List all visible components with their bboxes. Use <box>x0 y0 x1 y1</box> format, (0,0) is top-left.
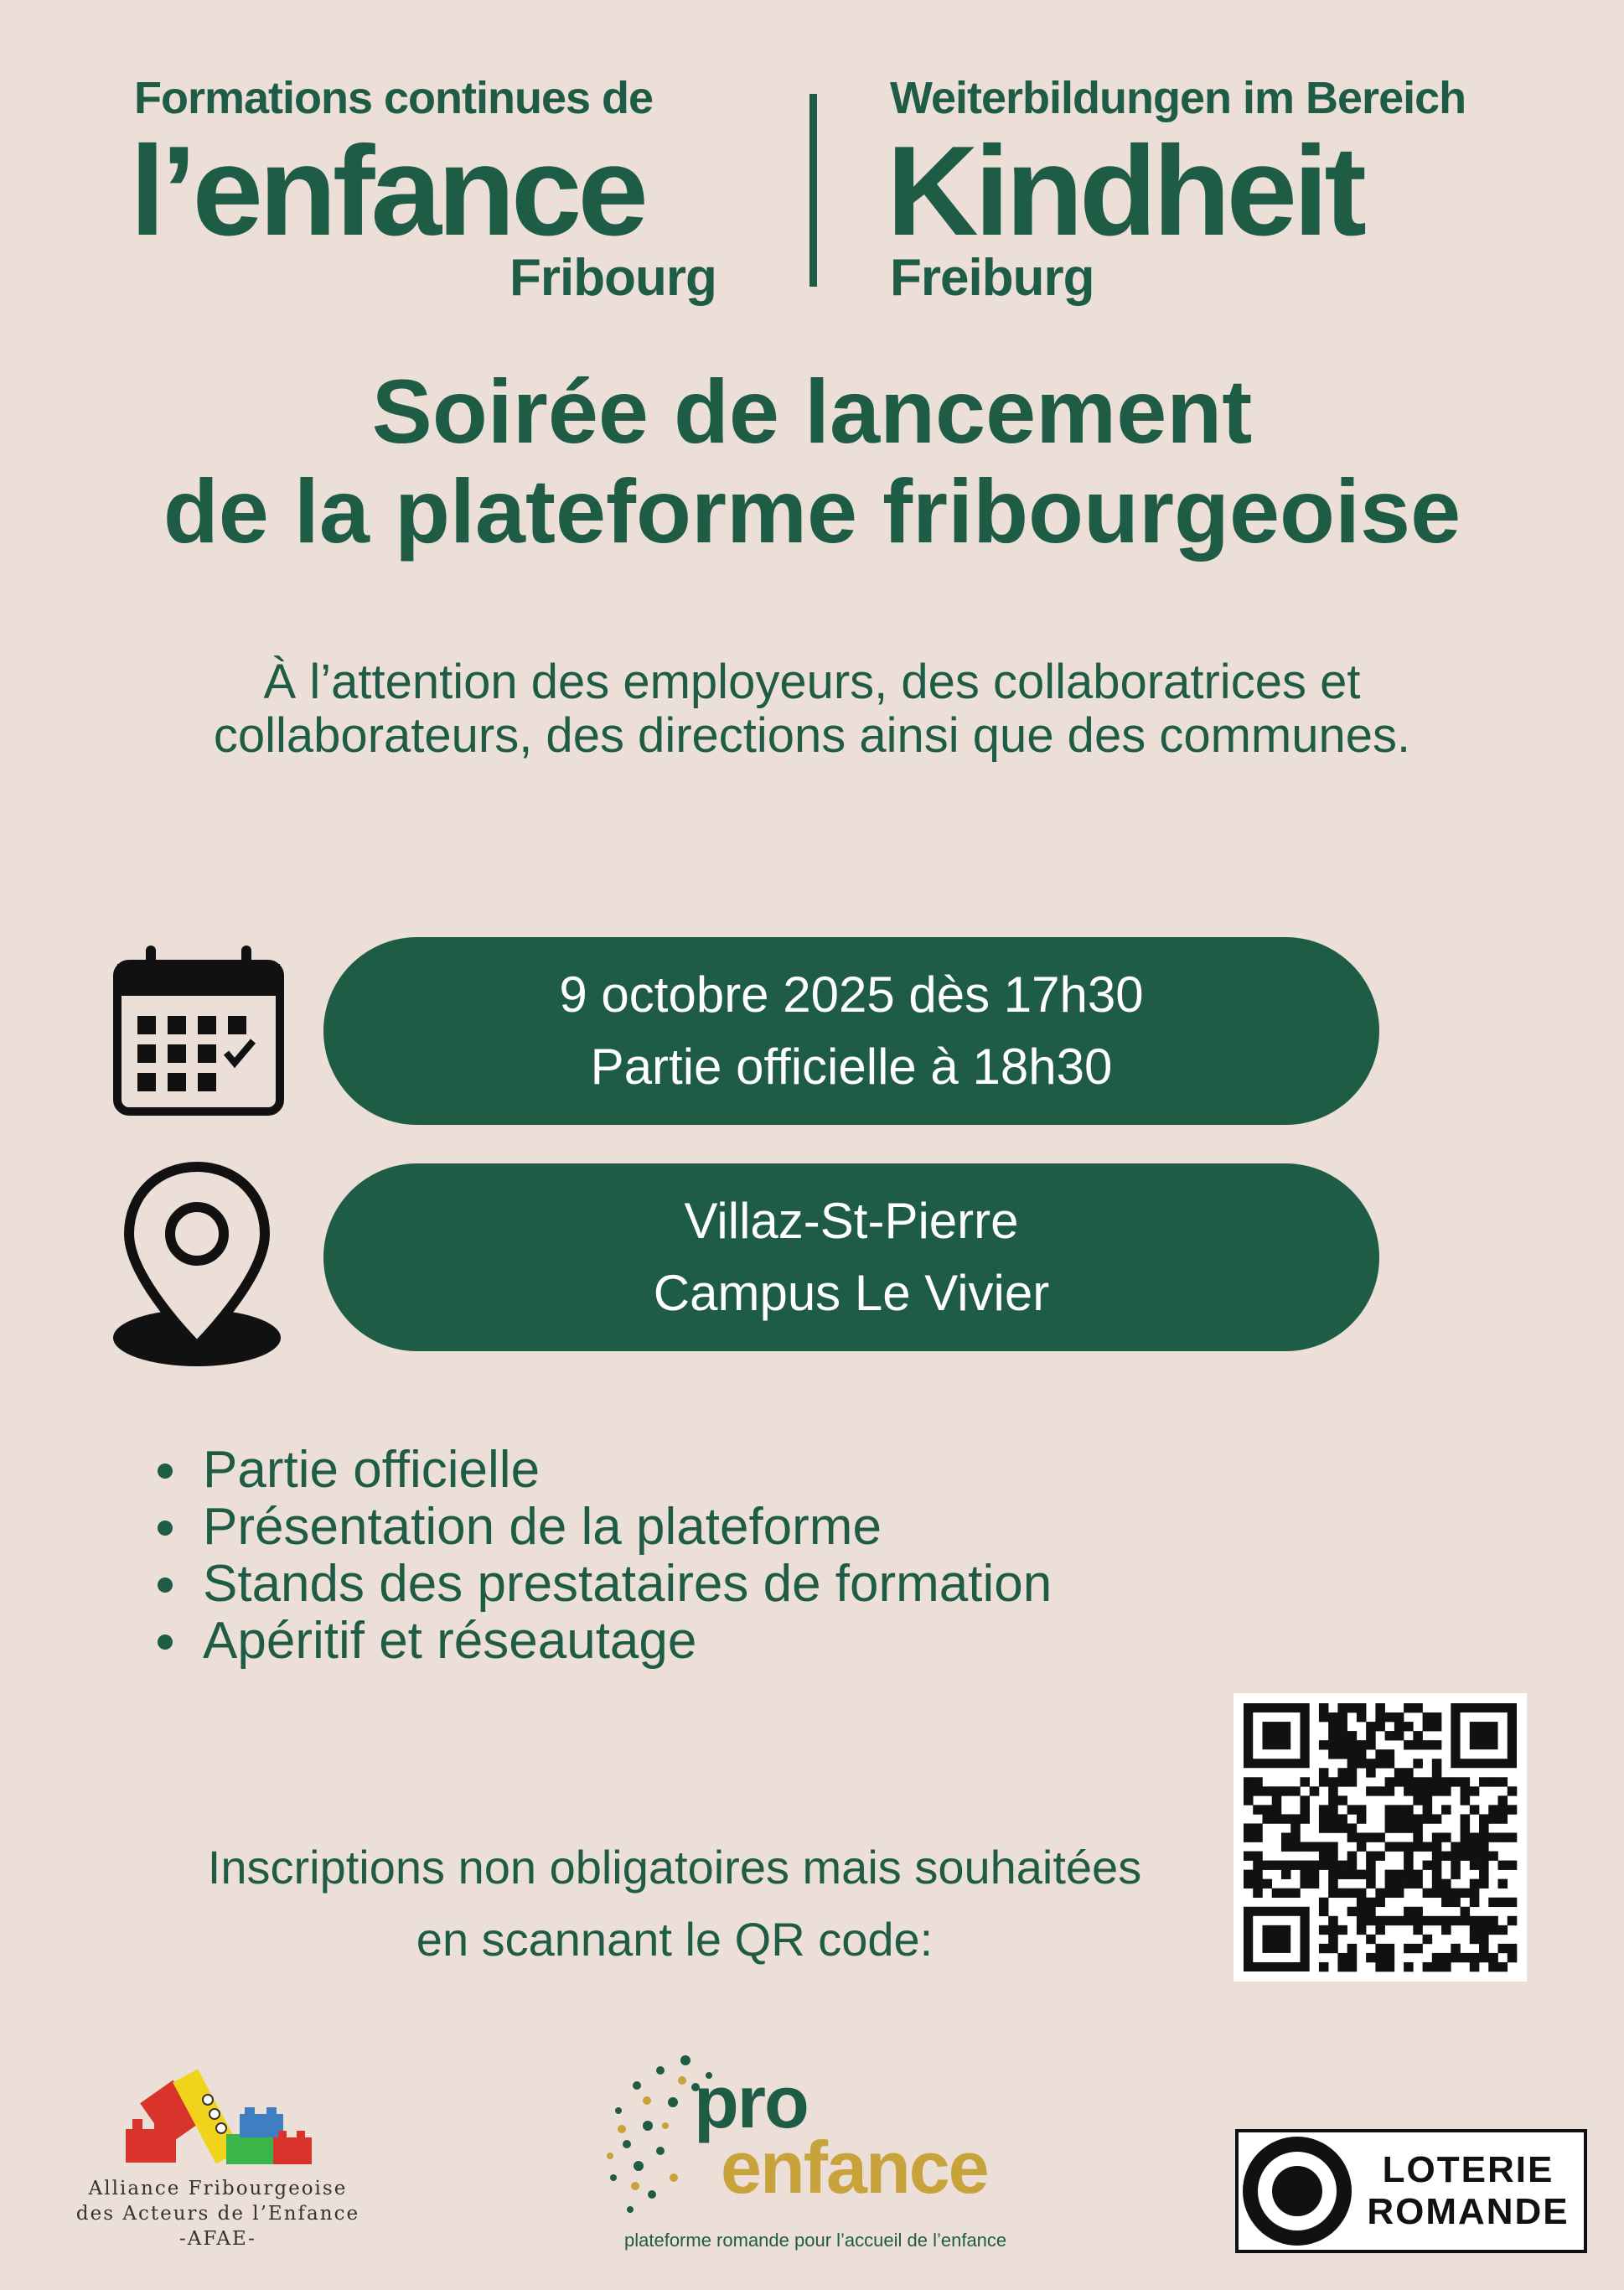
date-line-1: 9 octobre 2025 dès 17h30 <box>559 966 1144 1023</box>
header-left-title: l’enfance <box>130 120 644 262</box>
loterie-line-2: ROMANDE <box>1367 2191 1570 2232</box>
loterie-circle-icon <box>1242 2136 1352 2246</box>
header-divider <box>809 94 817 287</box>
qr-code[interactable] <box>1234 1693 1527 1982</box>
registration-text <box>126 1831 1223 1976</box>
place-pill <box>323 1163 1379 1351</box>
qr-code-image <box>1234 1693 1527 1982</box>
list-item: Présentation de la plateforme <box>151 1499 1052 1556</box>
registration-line-2: en scannant le QR code: <box>416 1913 934 1966</box>
calendar-icon <box>109 940 288 1120</box>
date-line-2: Partie officielle à 18h30 <box>590 1039 1113 1095</box>
proenfance-enfance: enfance <box>721 2126 988 2209</box>
header-left-subtitle: Formations continues de <box>134 73 654 123</box>
proenfance-pro: pro <box>694 2060 808 2143</box>
list-item: Apéritif et réseautage <box>151 1613 1052 1670</box>
afae-blocks-logo <box>117 2054 318 2179</box>
header-right-city: Freiburg <box>890 249 1094 307</box>
afae-line-1: Alliance Fribourgeoise <box>88 2178 348 2199</box>
loterie-text <box>1356 2149 1580 2233</box>
afae-line-2: des Acteurs de l’Enfance <box>75 2203 360 2225</box>
afae-line-3: -AFAE- <box>179 2228 256 2250</box>
loterie-line-1: LOTERIE <box>1382 2149 1554 2190</box>
header-right-title: Kindheit <box>887 120 1363 262</box>
list-item: Partie officielle <box>151 1442 1052 1499</box>
loterie-romande-logo <box>1235 2129 1587 2253</box>
title-line-1: Soirée de lancement <box>371 360 1253 462</box>
header-left-city: Fribourg <box>509 249 716 307</box>
title-line-2: de la plateforme fribourgeoise <box>163 459 1461 562</box>
registration-line-1: Inscriptions non obligatoires mais souhaitées <box>207 1841 1142 1894</box>
afae-logo-text <box>59 2176 377 2251</box>
header-right-subtitle: Weiterbildungen im Bereich <box>890 73 1466 123</box>
audience-text: À l’attention des employeurs, des collaboratrices et collaborateurs, des directions ainsi que des communes. <box>213 655 1411 763</box>
date-pill <box>323 937 1379 1125</box>
list-item: Stands des prestataires de formation <box>151 1556 1052 1613</box>
program-list <box>151 1442 1052 1670</box>
location-pin-icon <box>109 1157 285 1370</box>
place-line-2: Campus Le Vivier <box>653 1265 1050 1321</box>
place-line-1: Villaz-St-Pierre <box>684 1193 1019 1249</box>
proenfance-tagline: plateforme romande pour l’accueil de l’enfance <box>624 2230 1007 2251</box>
page-title <box>0 362 1624 562</box>
